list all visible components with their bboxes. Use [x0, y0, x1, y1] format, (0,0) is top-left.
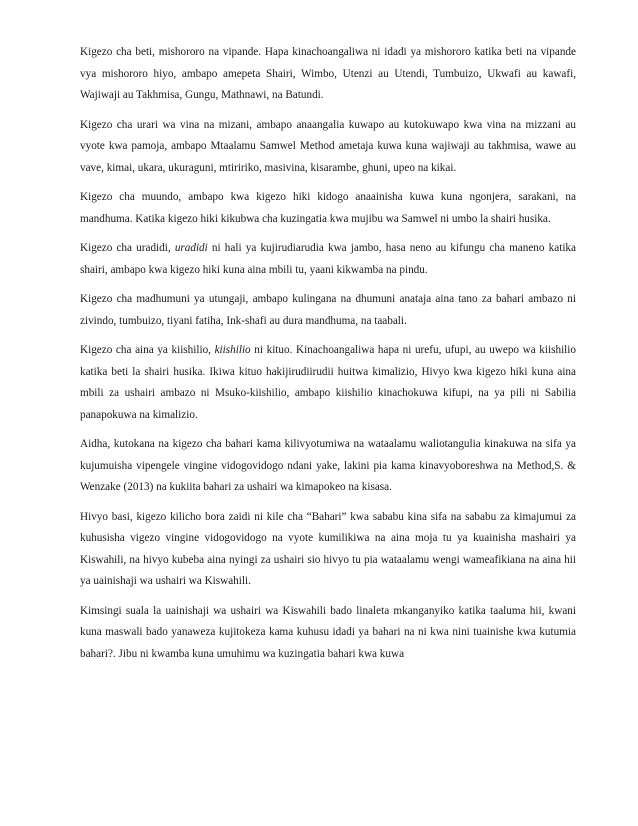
paragraph-text: ni hali ya kujirudiarudia kwa jambo, hasa neno au kifungu cha maneno katika shairi, ambapo kwa kigezo hiki kuna aina mbili tu, yaani kikwamba na pindu.	[80, 242, 576, 276]
paragraph-text: Kigezo cha muundo, ambapo kwa kigezo hiki kidogo anaainisha kuwa kuna ngonjera, sarakani, na mandhuma. Katika kigezo hiki kikubwa cha kuzingatia kwa mujibu wa Samwel ni umbo la shairi husika.	[80, 191, 576, 225]
paragraph-beti	[80, 42, 576, 107]
paragraph-text: Kigezo cha uradidi,	[80, 242, 175, 254]
italic-term: uradidi	[174, 242, 208, 254]
paragraph-hivyo-basi	[80, 507, 576, 593]
paragraph-uradidi	[80, 238, 576, 281]
document-page	[80, 42, 576, 673]
paragraph-text: Kigezo cha madhumuni ya utungaji, ambapo kulingana na dhumuni anataja aina tano za bahari ambazo ni zivindo, tumbuizo, tiyani fatiha, Ink-shafi au dura mandhuma, na taabali.	[80, 293, 576, 327]
paragraph-text: Kimsingi suala la uainishaji wa ushairi wa Kiswahili bado linaleta mkanganyiko katika taaluma hii, kwani kuna maswali bado yanaweza kujitokeza kama kuhusu idadi ya bahari na ni kwa nini tuainishe kwa kutumia bahari?. Jibu ni kwamba kuna umuhimu wa kuzingatia bahari kwa kuwa	[80, 604, 576, 660]
paragraph-text: Hivyo basi, kigezo kilicho bora zaidi ni kile cha “Bahari” kwa sababu kina sifa na sababu za kimajumui za kuhusisha vigezo vingine vidogovidogo na vyote kumilikiwa na aina moja tu ya kuainisha mashairi ya Kiswahili, na hivyo kubeba aina nyingi za ushairi sio hivyo tu pia wataalamu wengi wameafikiana na aina hii ya uainishaji wa ushairi wa Kiswahili.	[80, 510, 576, 587]
paragraph-kiishilio	[80, 340, 576, 426]
paragraph-text: ni kituo. Kinachoangaliwa hapa ni urefu, ufupi, au uwepo wa kiishilio katika beti la shairi husika. Ikiwa kituo hakijirudiirudii huitwa kimalizio, Hivyo kwa kigezo hiki kuna aina mbili za ushairi ambazo ni Msuko-kiishilio, ambapo kiishilio kinachokuwa kifupi, na ya pili ni Sabilia panapokuwa na kimalizio.	[80, 344, 576, 421]
italic-term: kiishilio	[214, 344, 251, 356]
paragraph-text: Kigezo cha beti, mishororo na vipande. Hapa kinachoangaliwa ni idadi ya mishororo katika beti na vipande vya mishororo hiyo, ambapo amepeta Shairi, Wimbo, Utenzi au Utendi, Tumbuizo, Ukwafi au kawafi, Wajiwaji au Takhmisa, Gungu, Mathnawi, na Batundi.	[80, 46, 576, 101]
paragraph-text: Kigezo cha urari wa vina na mizani, ambapo anaangalia kuwapo au kutokuwapo kwa vina na mizzani au vyote kwa pamoja, ambapo Mtaalamu Samwel Method ametaja kuwa kuna wajiwaji au takhmisa, wawe au vave, kimai, ukara, ukuraguni, mtiririko, masivina, kisarambe, ghuni, upeo na kikai.	[80, 118, 576, 174]
paragraph-madhumuni	[80, 289, 576, 332]
paragraph-text: Aidha, kutokana na kigezo cha bahari kama kilivyotumiwa na wataalamu waliotangulia kinakuwa na sifa ya kujumuisha vipengele vingine vidogovidogo ndani yake, lakini pia kama kinavyoboreshwa na Method,S. & Wenzake (2013) na kukiita bahari za ushairi wa kimapokeo na kisasa.	[80, 438, 576, 493]
paragraph-muundo	[80, 187, 576, 230]
paragraph-aidha	[80, 434, 576, 499]
paragraph-kimsingi	[80, 601, 576, 666]
paragraph-urari	[80, 115, 576, 180]
paragraph-text: Kigezo cha aina ya kiishilio,	[80, 344, 215, 356]
